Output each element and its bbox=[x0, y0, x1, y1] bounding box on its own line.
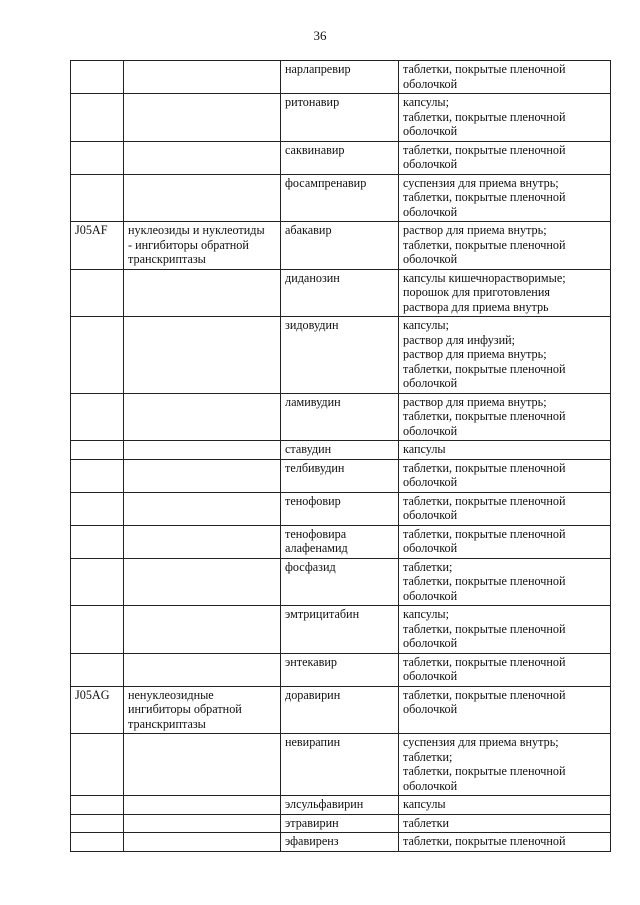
drug-name-cell bbox=[281, 459, 399, 492]
cell-line: таблетки, покрытые пленочной bbox=[403, 574, 566, 588]
cell-line: оболочкой bbox=[403, 669, 458, 683]
cell-line: невирапин bbox=[285, 735, 341, 749]
dosage-forms-cell bbox=[399, 492, 611, 525]
cell-line: тенофовира bbox=[285, 526, 347, 541]
cell-line: раствор для приема внутрь; bbox=[403, 223, 547, 237]
drug-name-cell bbox=[281, 653, 399, 686]
cell-line: ингибиторы обратной bbox=[128, 702, 242, 716]
cell-line: раствор для приема внутрь; bbox=[403, 394, 547, 409]
cell-line: оболочкой bbox=[403, 475, 458, 489]
dosage-forms-cell bbox=[399, 222, 611, 270]
atc-code-cell bbox=[71, 734, 124, 796]
atc-code-cell: J05AF bbox=[71, 222, 124, 270]
drug-name-cell bbox=[281, 94, 399, 142]
dosage-forms-cell bbox=[399, 61, 611, 94]
cell-line: оболочкой bbox=[403, 702, 458, 716]
table-row bbox=[71, 833, 611, 852]
cell-line: ненуклеозидные bbox=[128, 687, 214, 702]
pharmacological-group-cell bbox=[124, 269, 281, 317]
pharmacological-group-cell bbox=[124, 61, 281, 94]
cell-line: нарлапревир bbox=[285, 62, 351, 76]
cell-line: - ингибиторы обратной bbox=[128, 237, 249, 252]
atc-code-cell bbox=[71, 833, 124, 852]
dosage-forms-cell bbox=[399, 833, 611, 852]
cell-line: таблетки, покрытые пленочной bbox=[403, 764, 566, 778]
table-row bbox=[71, 686, 611, 734]
dosage-forms-cell bbox=[399, 393, 611, 441]
cell-line: капсулы; bbox=[403, 95, 449, 109]
dosage-forms-cell bbox=[399, 525, 611, 558]
cell-line: транскриптазы bbox=[128, 716, 206, 731]
cell-line: оболочкой bbox=[403, 252, 458, 266]
table-row bbox=[71, 492, 611, 525]
atc-code-cell bbox=[71, 525, 124, 558]
atc-code-cell bbox=[71, 141, 124, 174]
pharmacological-group-cell bbox=[124, 686, 281, 734]
drug-name-cell bbox=[281, 525, 399, 558]
cell-line: абакавир bbox=[285, 223, 332, 237]
drug-name-cell bbox=[281, 558, 399, 606]
pharmacological-group-cell bbox=[124, 141, 281, 174]
cell-line: таблетки, покрытые пленочной bbox=[403, 409, 566, 423]
drug-name-cell bbox=[281, 174, 399, 222]
cell-line: таблетки, покрытые пленочной bbox=[403, 834, 566, 848]
drug-name-cell bbox=[281, 269, 399, 317]
cell-line: таблетки, покрытые пленочной bbox=[403, 687, 566, 702]
atc-code-cell bbox=[71, 558, 124, 606]
cell-line: таблетки bbox=[403, 815, 450, 830]
drug-name-cell bbox=[281, 393, 399, 441]
cell-line: таблетки, покрытые пленочной bbox=[403, 142, 566, 157]
cell-line: нуклеозиды и нуклеотиды bbox=[128, 223, 265, 237]
drug-name-cell bbox=[281, 492, 399, 525]
cell-line: оболочкой bbox=[403, 124, 458, 138]
cell-line: оболочкой bbox=[403, 376, 458, 390]
atc-code-cell bbox=[71, 814, 124, 833]
drug-name-cell bbox=[281, 222, 399, 270]
table-row bbox=[71, 814, 611, 833]
cell-line: оболочкой bbox=[403, 636, 458, 650]
drug-name-cell bbox=[281, 833, 399, 852]
pharmacological-group-cell bbox=[124, 525, 281, 558]
pharmacological-group-cell bbox=[124, 606, 281, 654]
atc-code-cell: J05AG bbox=[71, 686, 124, 734]
cell-line: раствор для инфузий; bbox=[403, 332, 516, 347]
cell-line: раствор для приема внутрь; bbox=[403, 347, 547, 361]
table-row bbox=[71, 393, 611, 441]
pharmacological-group-cell bbox=[124, 558, 281, 606]
dosage-forms-cell bbox=[399, 94, 611, 142]
dosage-forms-cell bbox=[399, 606, 611, 654]
cell-line: ставудин bbox=[285, 442, 332, 456]
pharmacological-group-cell bbox=[124, 492, 281, 525]
pharmacological-group-cell bbox=[124, 393, 281, 441]
pharmacological-group-cell bbox=[124, 653, 281, 686]
drug-name-cell bbox=[281, 61, 399, 94]
table-row bbox=[71, 61, 611, 94]
table-row bbox=[71, 606, 611, 654]
cell-line: капсулы bbox=[403, 442, 446, 456]
pharmacological-group-cell bbox=[124, 459, 281, 492]
cell-line: таблетки, покрытые пленочной bbox=[403, 190, 566, 204]
cell-line: эмтрицитабин bbox=[285, 607, 360, 621]
pharmacological-group-cell bbox=[124, 814, 281, 833]
atc-code-cell bbox=[71, 441, 124, 460]
cell-line: таблетки, покрытые пленочной bbox=[403, 62, 566, 76]
table-row bbox=[71, 269, 611, 317]
drug-name-cell bbox=[281, 141, 399, 174]
table-row bbox=[71, 222, 611, 270]
cell-line: суспензия для приема внутрь; bbox=[403, 735, 559, 749]
cell-line: транскриптазы bbox=[128, 252, 206, 266]
dosage-forms-cell bbox=[399, 734, 611, 796]
dosage-forms-cell bbox=[399, 796, 611, 815]
cell-line: таблетки, покрытые пленочной bbox=[403, 109, 566, 124]
cell-line: доравирин bbox=[285, 687, 341, 702]
cell-line: таблетки; bbox=[403, 559, 453, 574]
cell-line: таблетки, покрытые пленочной bbox=[403, 460, 566, 475]
cell-line: оболочкой bbox=[403, 588, 458, 603]
drug-name-cell bbox=[281, 814, 399, 833]
table-row bbox=[71, 796, 611, 815]
pharmacological-group-cell bbox=[124, 94, 281, 142]
cell-line: эфавиренз bbox=[285, 834, 339, 848]
cell-line: телбивудин bbox=[285, 460, 345, 475]
dosage-forms-cell bbox=[399, 814, 611, 833]
cell-line: капсулы; bbox=[403, 318, 449, 332]
cell-line: таблетки, покрытые пленочной bbox=[403, 654, 566, 669]
cell-line: диданозин bbox=[285, 270, 340, 285]
table-row bbox=[71, 558, 611, 606]
dosage-forms-cell bbox=[399, 269, 611, 317]
dosage-forms-cell bbox=[399, 317, 611, 394]
dosage-forms-cell bbox=[399, 653, 611, 686]
dosage-forms-cell bbox=[399, 686, 611, 734]
pharmacological-group-cell bbox=[124, 222, 281, 270]
pharmacological-group-cell bbox=[124, 317, 281, 394]
pharmacological-group-cell bbox=[124, 441, 281, 460]
pharmacological-group-cell bbox=[124, 734, 281, 796]
cell-line: тенофовир bbox=[285, 493, 341, 508]
cell-line: оболочкой bbox=[403, 778, 458, 793]
cell-line: зидовудин bbox=[285, 318, 339, 332]
atc-code-cell bbox=[71, 61, 124, 94]
drug-name-cell bbox=[281, 441, 399, 460]
atc-code-cell bbox=[71, 317, 124, 394]
cell-line: капсулы bbox=[403, 797, 446, 811]
cell-line: оболочкой bbox=[403, 157, 458, 171]
table-row bbox=[71, 459, 611, 492]
drug-name-cell bbox=[281, 606, 399, 654]
table-row bbox=[71, 317, 611, 394]
atc-code-cell bbox=[71, 269, 124, 317]
dosage-forms-cell bbox=[399, 459, 611, 492]
atc-code-cell bbox=[71, 653, 124, 686]
cell-line: этравирин bbox=[285, 815, 339, 830]
cell-line: энтекавир bbox=[285, 654, 338, 669]
cell-line: таблетки, покрытые пленочной bbox=[403, 493, 566, 508]
cell-line: оболочкой bbox=[403, 423, 458, 438]
cell-line: элсульфавирин bbox=[285, 797, 364, 811]
cell-line: фосампренавир bbox=[285, 175, 367, 190]
page-number: 36 bbox=[313, 28, 327, 43]
drug-name-cell bbox=[281, 317, 399, 394]
atc-code-cell bbox=[71, 459, 124, 492]
cell-line: таблетки, покрытые пленочной bbox=[403, 526, 566, 541]
atc-code-cell bbox=[71, 796, 124, 815]
dosage-forms-cell bbox=[399, 174, 611, 222]
cell-line: раствора для приема внутрь bbox=[403, 299, 549, 314]
cell-line: порошок для приготовления bbox=[403, 285, 550, 299]
drug-name-cell bbox=[281, 734, 399, 796]
cell-line: оболочкой bbox=[403, 76, 458, 91]
table-row bbox=[71, 734, 611, 796]
atc-code-cell bbox=[71, 492, 124, 525]
cell-line: оболочкой bbox=[403, 541, 458, 555]
cell-line: капсулы кишечнорастворимые; bbox=[403, 270, 566, 285]
table-row bbox=[71, 441, 611, 460]
cell-line: таблетки; bbox=[403, 749, 453, 764]
pharmacological-group-cell bbox=[124, 174, 281, 222]
cell-line: таблетки, покрытые пленочной bbox=[403, 361, 566, 376]
dosage-forms-cell bbox=[399, 441, 611, 460]
cell-line: таблетки, покрытые пленочной bbox=[403, 621, 566, 636]
cell-line: оболочкой bbox=[403, 204, 458, 219]
cell-line: капсулы; bbox=[403, 607, 449, 621]
cell-line: оболочкой bbox=[403, 508, 458, 522]
atc-code-cell bbox=[71, 606, 124, 654]
table-row bbox=[71, 653, 611, 686]
table-row bbox=[71, 94, 611, 142]
dosage-forms-cell bbox=[399, 141, 611, 174]
cell-line: фосфазид bbox=[285, 559, 336, 574]
atc-code-cell bbox=[71, 94, 124, 142]
drug-table bbox=[70, 60, 611, 852]
cell-line: алафенамид bbox=[285, 541, 348, 555]
atc-code-cell bbox=[71, 174, 124, 222]
cell-line: ритонавир bbox=[285, 95, 340, 109]
cell-line: ламивудин bbox=[285, 394, 341, 409]
table-row bbox=[71, 141, 611, 174]
cell-line: саквинавир bbox=[285, 142, 345, 157]
cell-line: таблетки, покрытые пленочной bbox=[403, 237, 566, 252]
drug-name-cell bbox=[281, 686, 399, 734]
cell-line: суспензия для приема внутрь; bbox=[403, 175, 559, 190]
table-row bbox=[71, 525, 611, 558]
atc-code-cell bbox=[71, 393, 124, 441]
table-body bbox=[71, 61, 611, 852]
drug-name-cell bbox=[281, 796, 399, 815]
table-row bbox=[71, 174, 611, 222]
pharmacological-group-cell bbox=[124, 796, 281, 815]
pharmacological-group-cell bbox=[124, 833, 281, 852]
dosage-forms-cell bbox=[399, 558, 611, 606]
